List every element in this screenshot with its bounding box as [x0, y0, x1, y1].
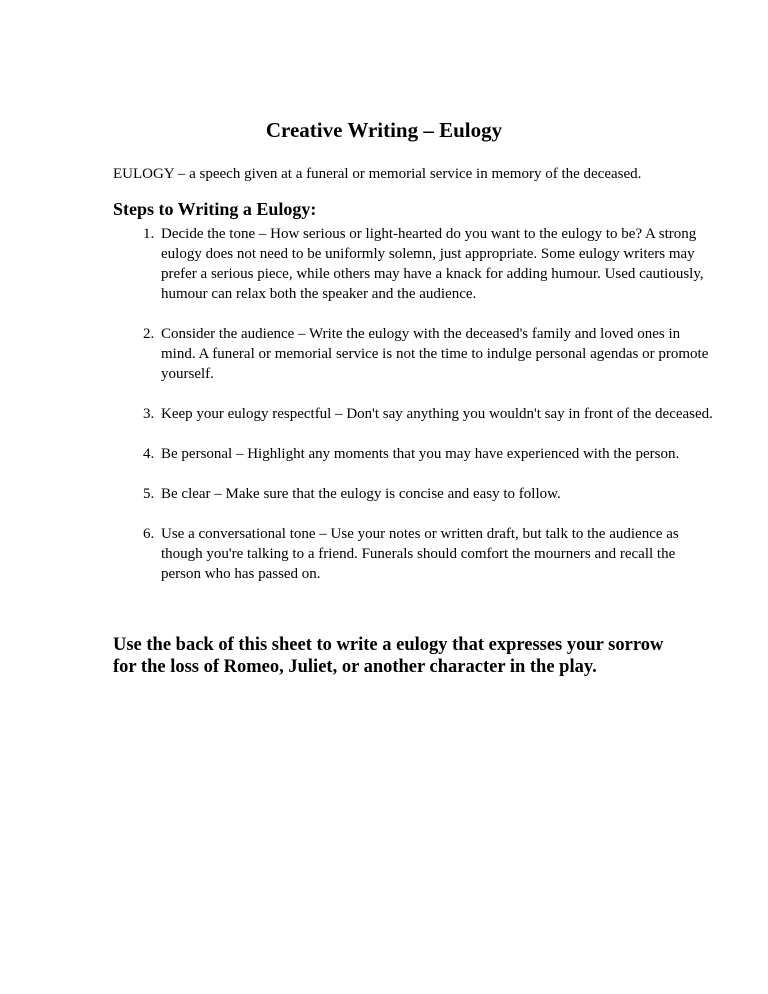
- closing-instruction: Use the back of this sheet to write a eulogy that expresses your sorrow for the loss of Romeo, Juliet, or another character in the play.: [113, 635, 664, 677]
- list-item: 4. Be personal – Highlight any moments that you may have experienced with the person.: [158, 444, 718, 464]
- steps-list: [113, 224, 718, 604]
- list-item: 6. Use a conversational tone – Use your notes or written draft, but talk to the audience as though you're talking to a friend. Funerals should comfort the mourners and recall the person who has passed on.: [158, 524, 718, 584]
- list-item: 1. Decide the tone – How serious or light-hearted do you want to the eulogy to be? A strong eulogy does not need to be uniformly solemn, just appropriate. Some eulogy writers may prefer a serious piece, while others may have a knack for adding humour. Used cautiously, humour can relax both the speaker and the audience.: [158, 224, 718, 304]
- list-item: 5. Be clear – Make sure that the eulogy is concise and easy to follow.: [158, 484, 718, 504]
- steps-heading: Steps to Writing a Eulogy:: [113, 199, 317, 219]
- page-title: Creative Writing – Eulogy: [265, 118, 503, 142]
- list-item: 3. Keep your eulogy respectful – Don't say anything you wouldn't say in front of the deceased.: [158, 404, 718, 424]
- definition: EULOGY – a speech given at a funeral or memorial service in memory of the deceased.: [113, 166, 642, 182]
- list-item: 2. Consider the audience – Write the eulogy with the deceased's family and loved ones in mind. A funeral or memorial service is not the time to indulge personal agendas or promote yourself.: [158, 324, 718, 384]
